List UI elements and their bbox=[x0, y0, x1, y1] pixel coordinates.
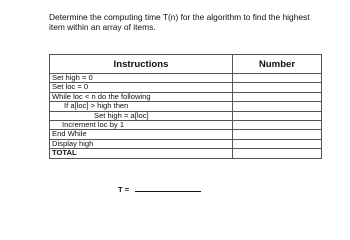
table-row bbox=[50, 83, 322, 92]
instruction-cell: Set high = 0 bbox=[50, 74, 233, 83]
answer-line bbox=[118, 184, 201, 194]
problem-line-2: item within an array of items. bbox=[49, 22, 156, 32]
answer-blank[interactable] bbox=[135, 184, 201, 192]
instruction-cell: While loc < n do the following bbox=[50, 92, 233, 101]
number-cell[interactable] bbox=[233, 92, 322, 101]
answer-label: T = bbox=[118, 185, 130, 194]
number-cell[interactable] bbox=[233, 102, 322, 111]
table-row bbox=[50, 74, 322, 83]
instruction-cell: If a[loc] > high then bbox=[50, 102, 233, 111]
number-cell[interactable] bbox=[233, 121, 322, 130]
instructions-table bbox=[49, 54, 322, 159]
problem-statement bbox=[49, 12, 339, 32]
instruction-cell: End While bbox=[50, 130, 233, 139]
table-row bbox=[50, 139, 322, 148]
total-label: TOTAL bbox=[50, 149, 233, 158]
number-cell[interactable] bbox=[233, 111, 322, 120]
number-cell[interactable] bbox=[233, 130, 322, 139]
number-header: Number bbox=[233, 55, 322, 74]
number-cell[interactable] bbox=[233, 74, 322, 83]
number-cell[interactable] bbox=[233, 83, 322, 92]
instruction-cell: Set loc = 0 bbox=[50, 83, 233, 92]
instruction-cell: Set high = a[loc] bbox=[50, 111, 233, 120]
total-number-cell[interactable] bbox=[233, 149, 322, 158]
table-row bbox=[50, 121, 322, 130]
instruction-cell: Increment loc by 1 bbox=[50, 121, 233, 130]
total-row bbox=[50, 149, 322, 158]
number-cell[interactable] bbox=[233, 139, 322, 148]
instructions-header: Instructions bbox=[50, 55, 233, 74]
instruction-cell: Display high bbox=[50, 139, 233, 148]
problem-line-1: Determine the computing time T(n) for the algorithm to find the highest bbox=[49, 12, 310, 22]
table-row bbox=[50, 130, 322, 139]
table-header-row bbox=[50, 55, 322, 74]
table-row bbox=[50, 102, 322, 111]
